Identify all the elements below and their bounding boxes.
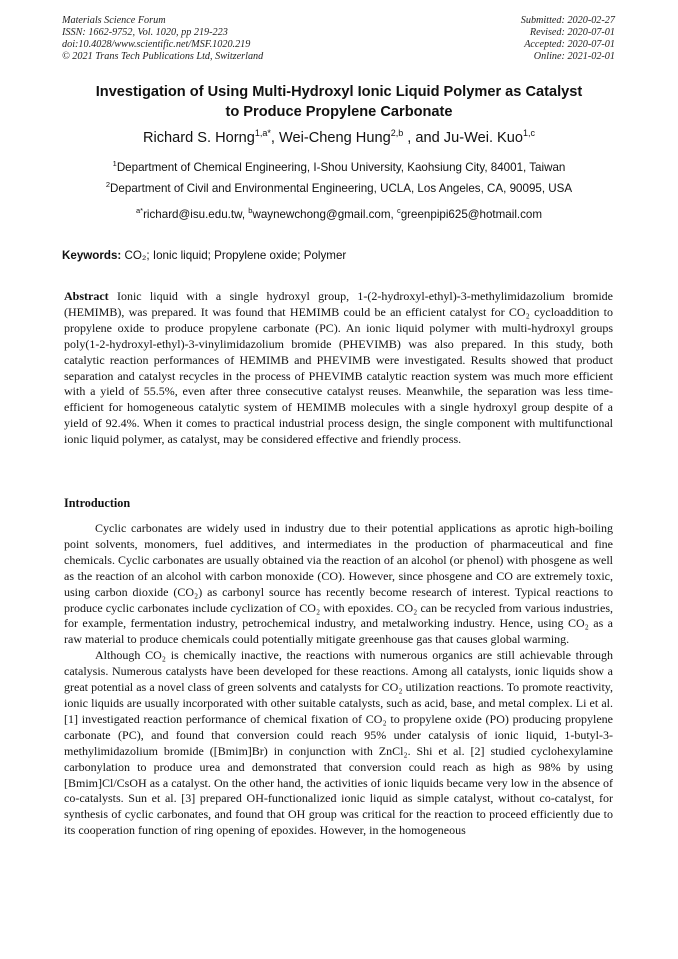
author-affiliation-mark: 1,a* (254, 128, 271, 138)
affiliation-2 (40, 181, 638, 196)
email-text: greenpipi625@hotmail.com (400, 208, 543, 221)
online-date: Online: 2021-02-01 (533, 51, 615, 62)
affiliation-mark: 1 (112, 159, 117, 168)
email-mark: c (396, 206, 401, 215)
abstract (64, 289, 613, 448)
revised-date: Revised: 2020-07-01 (529, 27, 615, 38)
email-mark: b (248, 206, 253, 215)
journal-name: Materials Science Forum (62, 15, 166, 26)
abstract-text: Ionic liquid with a single hydroxyl group, 1-(2-hydroxyl-ethyl)-3-methylimidazolium bromide (HEMIMB), was prepared. It was found that HEMIMB could be an efficient catalyst for CO₂ cycloaddition to propylene oxide to produce propylene carbonate (PC). An ionic liquid polymer with multi-hydroxyl groups poly(1-2-hydroxyl-ethyl)-3-vinylimidazolium bromide (PHEVIMB) was also prepared. In this study, both catalytic reaction performances of HEMIMB and PHEVIMB were investigated. Results showed that product separation and catalyst recycles in the process of PHEVIMB catalytic reaction system was much more efficient with a yield of 55.5%, even after three consecutive catalyst reuses. Meanwhile, the separation was less time-efficient for homogeneous catalytic system of HEMIMB molecules with a single hydroxyl group despite of a yield of 92.4%. When it comes to practical industrial process design, the single component with multifunctional ionic liquid polymer, as catalyst, may be considered effective and friendly process. (64, 289, 613, 447)
keyword-item: Propylene oxide (214, 249, 298, 262)
affiliation-text: Department of Chemical Engineering, I-Shou University, Kaohsiung City, 84001, Taiwan (116, 161, 566, 174)
journal-info (62, 15, 263, 63)
intro-paragraph-1: Cyclic carbonates are widely used in industry due to their potential applications as aprotic high-boiling point solvents, monomers, fuel additives, and intermediates in the production of pharmaceutical and fine chemicals. Cyclic carbonates are usually obtained via the reaction of an alcohol (or phenol) with phosgene as well as the reaction of an alcohol with carbon monoxide (CO). However, since phosgene and CO are extremely toxic, using carbon dioxide (CO₂) as carbonyl source has recently become research of interest. Typical reactions to produce cyclic carbonates include cyclization of CO₂ with epoxides. CO₂ can be recycled from various industries, for example, fermentation industry, petrochemical industry, and metalworking industry. Hence, using CO₂ as a raw material to produce chemicals could potentially mitigate greenhouse gas that causes global warming. (64, 521, 613, 647)
paper-title (40, 82, 638, 122)
author-list (40, 128, 638, 148)
keywords: Keywords: CO₂; Ionic liquid; Propylene oxide; Polymer (62, 249, 347, 262)
author-name: Ju-Wei. Kuo (443, 130, 524, 146)
affiliation-1 (40, 160, 638, 175)
author-name: Richard S. Horng (142, 130, 255, 146)
author-emails (40, 207, 638, 222)
intro-paragraph-2: Although CO₂ is chemically inactive, the reactions with numerous organics are still achievable through catalysis. Numerous catalysts have been developed for these reactions. Among all catalysts, ionic liquids show a great potential as a novel class of green solvents and catalysts for CO₂ utilization reactions. To promote reactivity, ionic liquids are usually incorporated with other suitable catalysts, such as acid, base, and metal complex. Li et al. [1] investigated reaction performance of chemical fixation of CO₂ to propylene oxide (PO) producing propylene carbonate (PC), and found that conversion could reach 95% under catalysis of ionic liquid, 1-butyl-3- methylimidazolium bromide ([Bmim]Br) in conjunction with ZnCl₂. Shi et al. [2] studied cyclohexylamine carbonylation to produce urea and demonstrated that conversion could reach as high as 98% by using [Bmim]Cl/CsOH as a catalyst. On the other hand, the activities of ionic liquids became very low in the absence of co-catalysts. Sun et al. [3] prepared OH-functionalized ionic liquid as simple catalyst, without co-catalyst, for synthesis of cyclic carbonates, and found that OH group was critical for the reaction to proceed efficiently due to its cooperation function of ring opening of epoxides. However, in the homogeneous (64, 648, 613, 838)
keyword-item: Ionic liquid (152, 249, 208, 262)
email-text: richard@isu.edu.tw, (143, 208, 249, 221)
abstract-label: Abstract (64, 289, 109, 303)
section-heading-introduction: Introduction (64, 496, 131, 510)
submitted-date: Submitted: 2020-02-27 (520, 15, 615, 26)
keywords-label: Keywords: (62, 249, 122, 262)
doi-line: doi:10.4028/www.scientific.net/MSF.1020.219 (62, 39, 251, 50)
issn-line: ISSN: 1662-9752, Vol. 1020, pp 219-223 (62, 27, 228, 38)
title-line-2: to Produce Propylene Carbonate (225, 104, 453, 120)
affiliation-mark: 2 (105, 180, 111, 189)
author-separator: , and (403, 130, 444, 146)
submission-dates (521, 15, 615, 63)
introduction-body (64, 521, 613, 839)
author-name: Wei-Cheng Hung (279, 130, 391, 146)
author-separator: , (270, 130, 280, 146)
author-affiliation-mark: 1,c (523, 128, 536, 138)
title-line-1: Investigation of Using Multi-Hydroxyl Ionic Liquid Polymer as Catalyst (95, 84, 583, 100)
author-affiliation-mark: 2,b (390, 128, 404, 138)
copyright-line: © 2021 Trans Tech Publications Ltd, Switzerland (62, 51, 264, 62)
email-text: waynewchong@gmail.com, (252, 208, 397, 221)
keyword-item: Polymer (303, 249, 347, 262)
affiliation-text: Department of Civil and Environmental Engineering, UCLA, Los Angeles, CA, 90095, USA (110, 182, 573, 195)
accepted-date: Accepted: 2020-07-01 (524, 39, 615, 50)
email-mark: a* (135, 206, 144, 215)
keyword-item: CO₂ (124, 249, 147, 262)
